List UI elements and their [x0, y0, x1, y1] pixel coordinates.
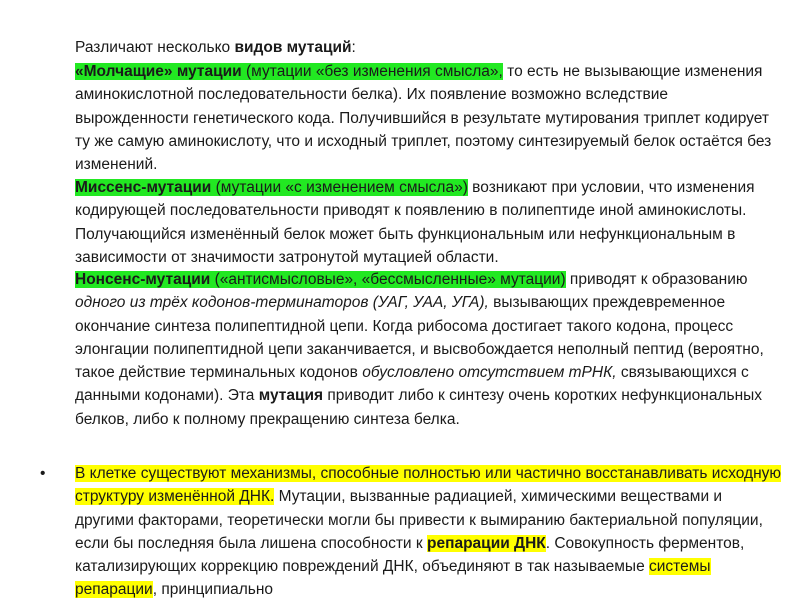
repair-paragraph	[75, 462, 785, 600]
repair-term-repair-systems: системы репарации	[75, 558, 711, 599]
missense-mutations-paragraph	[75, 176, 785, 269]
nonsense-highlight-rest: («антисмысловые», «бессмысленные» мутации)	[210, 271, 566, 288]
missense-text: возникают при условии, что изменения кодирующей последовательности приводят к появлению в полипептиде иной аминокислоты. Получающийся изменённый белок может быть функциональным или нефункциональным в зависимости от значимости затронутой мутацией области.	[75, 179, 755, 266]
nonsense-text-2: вызывающих преждевременное окончание синтеза полипептидной цепи. Когда рибосома достигает такого кодона, процесс элонгации полипептидной цепи заканчивается, и высвобождается неполный пептид (вероятно, такое действие терминальных кодонов	[75, 294, 764, 382]
repair-term-dna-repair: репарации ДНК	[427, 534, 546, 552]
repair-text-2: . Совокупность ферментов, катализирующих коррекцию повреждений ДНК, объединяют в так называемые	[75, 534, 745, 576]
nonsense-mutations-paragraph	[75, 268, 785, 431]
missense-term: Миссенс-мутации	[75, 179, 212, 196]
missense-highlight	[75, 179, 468, 196]
repair-text-1: Мутации, вызванные радиацией, химическими веществами и другими факторами, теоретически могли бы привести к вымиранию бактериальной популяции, если бы последняя была лишена способности к	[75, 488, 763, 552]
repair-highlight-1: В клетке существуют механизмы, способные полностью или частично восстанавливать исходную структуру изменённой ДНК.	[75, 465, 782, 506]
silent-text: то есть не вызывающие изменения аминокислотной последовательности белка). Их появление возможно вследствие вырожденности генетического кода. Получившийся в результате мутирования триплет кодирует ту же самую аминокислоту, что и исходный триплет, поэтому синтезируемый белок остаётся без изменений.	[75, 63, 772, 174]
intro-text: Различают несколько	[75, 39, 235, 56]
intro-bold: видов мутаций	[234, 39, 352, 56]
missense-highlight-rest: (мутации «с изменением смысла»)	[211, 179, 468, 196]
nonsense-bold-mutation: мутация	[258, 387, 324, 405]
silent-mutations-paragraph	[75, 60, 785, 176]
nonsense-italic-2: обусловлено отсутствием тРНК,	[362, 364, 617, 382]
intro-paragraph	[75, 36, 785, 59]
silent-highlight	[75, 63, 503, 80]
silent-highlight-rest: (мутации «без изменения смысла»,	[241, 63, 503, 80]
nonsense-text-4: приводит либо к синтезу очень коротких нефункциональных белков, либо к полному прекращению синтеза белка.	[75, 387, 763, 428]
nonsense-term: Нонсенс-мутации	[75, 271, 211, 288]
intro-colon: :	[351, 39, 356, 56]
nonsense-italic-1: одного из трёх кодонов-терминаторов (УАГ, УАА, УГА),	[75, 294, 489, 312]
repair-bullet: •	[40, 465, 46, 482]
repair-text-3: , принципиально	[152, 581, 274, 599]
silent-term: «Молчащие» мутации	[75, 63, 242, 80]
nonsense-text-1: приводят к образованию	[565, 271, 748, 288]
nonsense-text-3: связывающихся с данными кодонами). Эта	[75, 364, 749, 405]
nonsense-highlight	[75, 271, 566, 288]
